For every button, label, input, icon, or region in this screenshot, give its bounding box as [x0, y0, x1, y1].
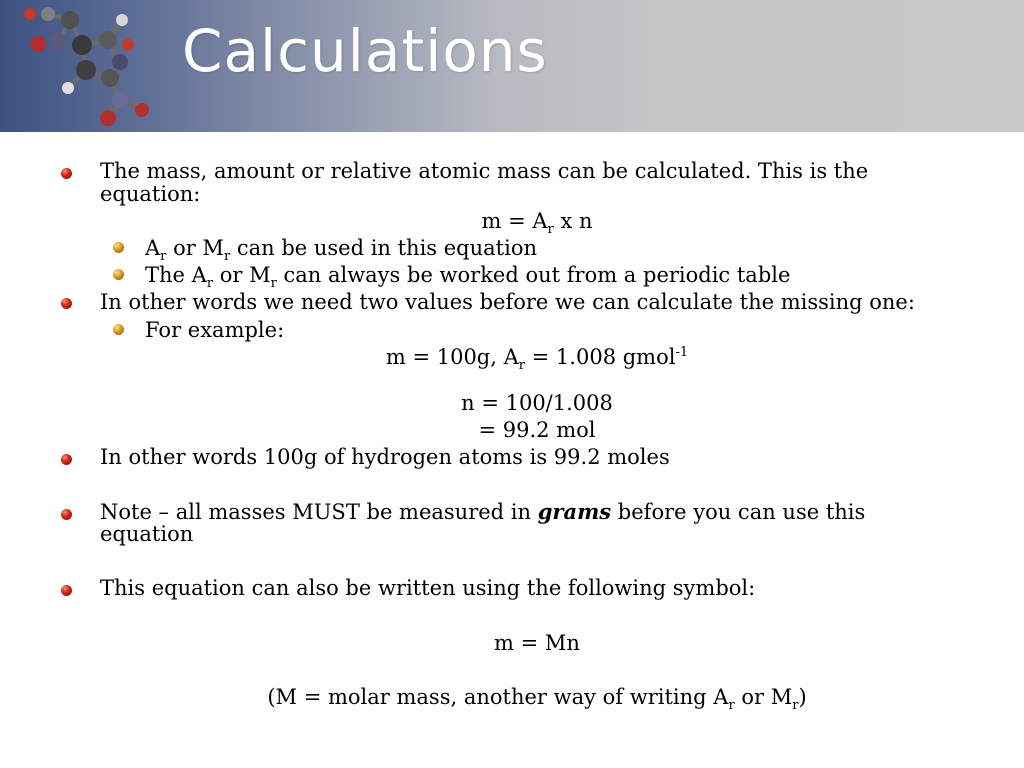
bullet-text: This equation can also be written using the following symbol: — [100, 576, 756, 600]
bullet-text-continued: equation: — [100, 182, 201, 206]
bullet-icon — [61, 509, 72, 520]
sub-bullet-icon — [113, 269, 124, 280]
molar-mass-note: (M = molar mass, another way of writing $A_r$ or $M_r$) — [267, 685, 807, 714]
sub-bullet-text: $A_r$ or $M_r$ can be used in this equation — [145, 236, 537, 265]
example-calc: n = 100/1.008 — [461, 391, 613, 415]
sub-bullet-icon — [113, 324, 124, 335]
sub-bullet-text: The $A_r$ or $M_r$ can always be worked out from a periodic table — [145, 263, 791, 292]
equation-mass: $m = A_r$ x n — [481, 209, 593, 238]
bullet-text: The mass, amount or relative atomic mass can be calculated. This is the — [100, 159, 869, 183]
sub-bullet-text: For example: — [145, 318, 285, 342]
bullet-icon — [61, 298, 72, 309]
bullet-text: Note – all masses MUST be measured in grams before you can use this — [100, 499, 866, 524]
bullet-icon — [61, 168, 72, 179]
example-result: = 99.2 mol — [478, 418, 596, 442]
equation-molar: m = Mn — [494, 631, 580, 655]
bullet-text-continued: equation — [100, 522, 194, 546]
sub-bullet-icon — [113, 242, 124, 253]
slide-title: Calculations — [182, 17, 548, 85]
example-given: m = 100g, $A_r = 1.008$ gmol$^{-1}$ — [385, 345, 689, 374]
bullet-icon — [61, 585, 72, 596]
bullet-text: In other words we need two values before we can calculate the missing one: — [100, 290, 915, 314]
bullet-text: In other words 100g of hydrogen atoms is 99.2 moles — [100, 445, 670, 469]
bullet-icon — [61, 454, 72, 465]
